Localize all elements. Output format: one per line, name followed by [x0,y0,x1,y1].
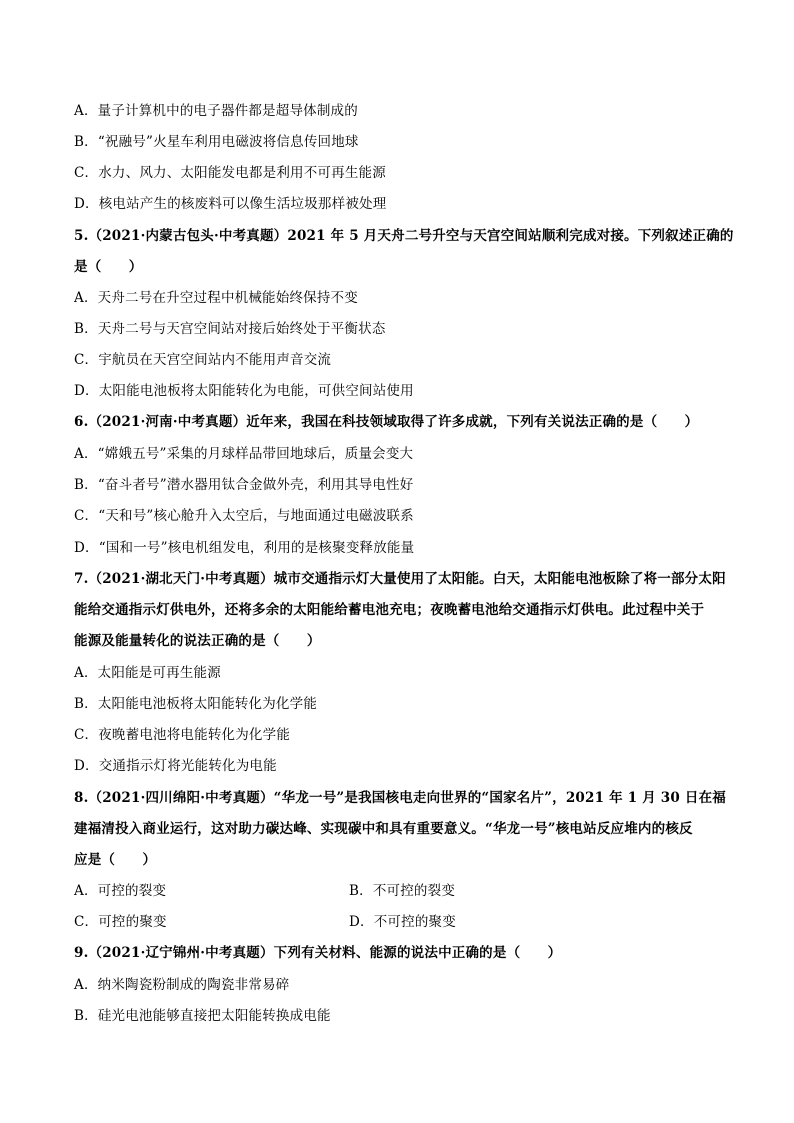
q9-option-a: A．纳米陶瓷粉制成的陶瓷非常易碎 [74,977,290,993]
q7-option-a: A．太阳能是可再生能源 [74,665,221,681]
q6-option-a: A．“嫦娥五号”采集的月球样品带回地球后，质量会变大 [74,446,414,462]
q6-stem: 6.（2021·河南·中考真题）近年来，我国在科技领域取得了许多成就，下列有关说法正确的是（ ） [74,414,699,430]
q7-option-c: C．夜晚蓄电池将电能转化为化学能 [74,727,291,743]
q7-stem-line2: 能给交通指示灯供电外，还将多余的太阳能给蓄电池充电；夜晚蓄电池给交通指示灯供电。此过程中关于 [74,602,705,618]
q4-option-a: A．量子计算机中的电子器件都是超导体制成的 [74,103,358,119]
q4-option-d: D．核电站产生的核废料可以像生活垃圾那样被处理 [74,196,387,212]
q7-option-d: D．交通指示灯将光能转化为电能 [74,758,277,774]
q8-stem-line1: 8.（2021·四川绵阳·中考真题）“华龙一号”是我国核电走向世界的“国家名片”，2021 年 1 月 30 日在福 [74,790,726,806]
q7-option-b: B．太阳能电池板将太阳能转化为化学能 [74,696,318,712]
q6-option-b: B．“奋斗者号”潜水器用钛合金做外壳，利用其导电性好 [74,477,414,493]
q9-option-b: B．硅光电池能够直接把太阳能转换成电能 [74,1008,331,1024]
q8-stem-line3: 应是（ ） [74,852,157,868]
q7-stem-line1: 7.（2021·湖北天门·中考真题）城市交通指示灯大量使用了太阳能。白天，太阳能电池板除了将一部分太阳 [74,571,726,587]
q8-option-c: C．可控的聚变 [74,914,167,930]
q4-option-c: C．水力、风力、太阳能发电都是利用不可再生能源 [74,165,386,181]
q8-stem-line2: 建福清投入商业运行，这对助力碳达峰、实现碳中和具有重要意义。“华龙一号”核电站反应堆内的核反 [74,821,693,837]
q5-option-b: B．天舟二号与天宫空间站对接后始终处于平衡状态 [74,321,386,337]
q5-stem-line1: 5.（2021·内蒙古包头·中考真题）2021 年 5 月天舟二号升空与天宫空间站顺利完成对接。下列叙述正确的 [74,228,734,244]
q8-option-d: D．不可控的聚变 [349,914,456,930]
q5-option-d: D．太阳能电池板将太阳能转化为电能，可供空间站使用 [74,383,414,399]
q6-option-c: C．“天和号”核心舱升入太空后，与地面通过电磁波联系 [74,508,414,524]
q5-stem-line2: 是（ ） [74,259,143,275]
q5-option-c: C．宇航员在天宫空间站内不能用声音交流 [74,352,332,368]
q8-option-a: A．可控的裂变 [74,883,167,899]
q5-option-a: A．天舟二号在升空过程中机械能始终保持不变 [74,290,358,306]
q6-option-d: D．“国和一号”核电机组发电，利用的是核聚变释放能量 [74,540,415,556]
q8-option-b: B．不可控的裂变 [349,883,456,899]
q4-option-b: B．“祝融号”火星车利用电磁波将信息传回地球 [74,134,359,150]
q9-stem: 9.（2021·辽宁锦州·中考真题）下列有关材料、能源的说法中正确的是（ ） [74,945,562,961]
q7-stem-line3: 能源及能量转化的说法正确的是（ ） [74,633,321,649]
